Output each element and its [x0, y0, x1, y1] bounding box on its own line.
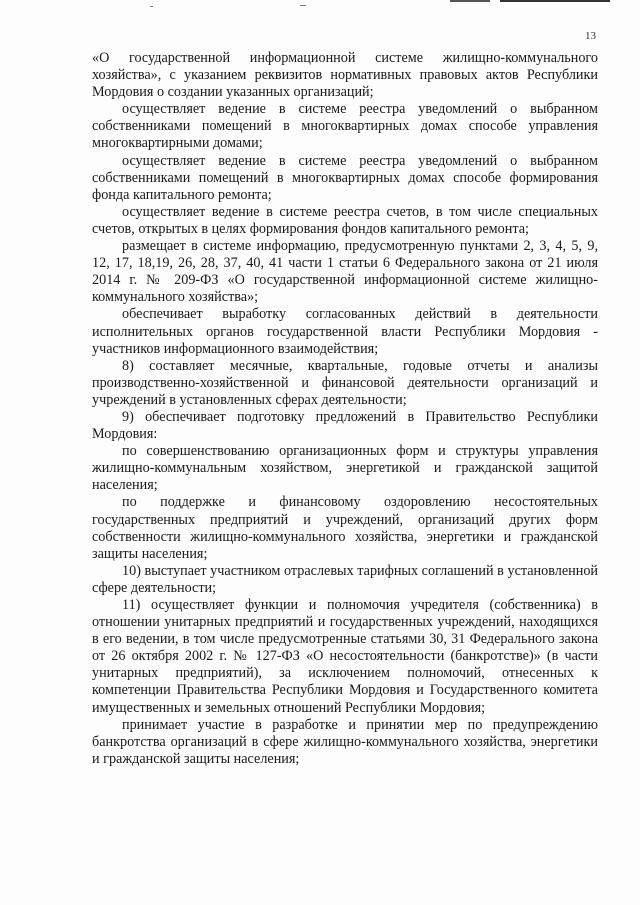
paragraph: обеспечивает выработку согласованных действий в деятельности исполнительных органов государственной власти Республики Мордовия - участников информационного взаимодействия; [92, 306, 598, 357]
scan-dot [150, 6, 153, 7]
paragraph: принимает участие в разработке и принятии мер по предупреждению банкротства организаций в сфере жилищно-коммунального хозяйства, энергетики и гражданской защиты населения; [92, 716, 598, 767]
scan-dot [300, 5, 306, 6]
page-number: 13 [585, 30, 596, 42]
paragraph: размещает в системе информацию, предусмотренную пунктами 2, 3, 4, 5, 9, 12, 17, 18,19, 26, 28, 37, 40, 41 части 1 статьи 6 Федерального закона от 21 июля 2014 г. № 209-ФЗ «О государственной информационной системе жилищно-коммунального хозяйства»; [92, 238, 598, 306]
paragraph: «О государственной информационной системе жилищно-коммунального хозяйства», с указанием реквизитов нормативных правовых актов Республики Мордовия о создании указанных организаций; [92, 50, 598, 101]
paragraph: по совершенствованию организационных форм и структуры управления жилищно-коммунальным хозяйством, энергетикой и гражданской защитой населения; [92, 443, 598, 494]
paragraph: осуществляет ведение в системе реестра уведомлений о выбранном собственниками помещений в многоквартирных домах способе формирования фонда капитального ремонта; [92, 152, 598, 203]
scan-mark [500, 0, 610, 2]
paragraph: осуществляет ведение в системе реестра счетов, в том числе специальных счетов, открытых в целях формирования фондов капитального ремонта; [92, 203, 598, 237]
paragraph: 8) составляет месячные, квартальные, годовые отчеты и анализы производственно-хозяйственной и финансовой деятельности организаций и учреждений в установленных сферах деятельности; [92, 357, 598, 408]
scan-mark [450, 0, 490, 2]
paragraph: 11) осуществляет функции и полномочия учредителя (собственника) в отношении унитарных предприятий и государственных учреждений, находящихся в его ведении, в том числе предусмотренные статьями 30, 31 Федерального закона от 26 октября 2002 г. № 127-ФЗ «О несостоятельности (банкротстве)» (в части унитарных предприятий), за исключением полномочий, отнесенных к компетенции Правительства Республики Мордовия и Государственного комитета имущественных и земельных отношений Республики Мордовия; [92, 597, 598, 716]
document-body [92, 50, 598, 768]
paragraph: 9) обеспечивает подготовку предложений в Правительство Республики Мордовия: [92, 408, 598, 443]
paragraph: 10) выступает участником отраслевых тарифных соглашений в установленной сфере деятельности; [92, 562, 598, 596]
scan-edge-artifact [420, 0, 620, 3]
paragraph: по поддержке и финансовому оздоровлению несостоятельных государственных предприятий и учреждений, организаций других форм собственности жилищно-коммунального хозяйства, энергетики и гражданской защиты населения; [92, 494, 598, 562]
paragraph: осуществляет ведение в системе реестра уведомлений о выбранном собственниками помещений в многоквартирных домах способе управления многоквартирными домами; [92, 101, 598, 152]
